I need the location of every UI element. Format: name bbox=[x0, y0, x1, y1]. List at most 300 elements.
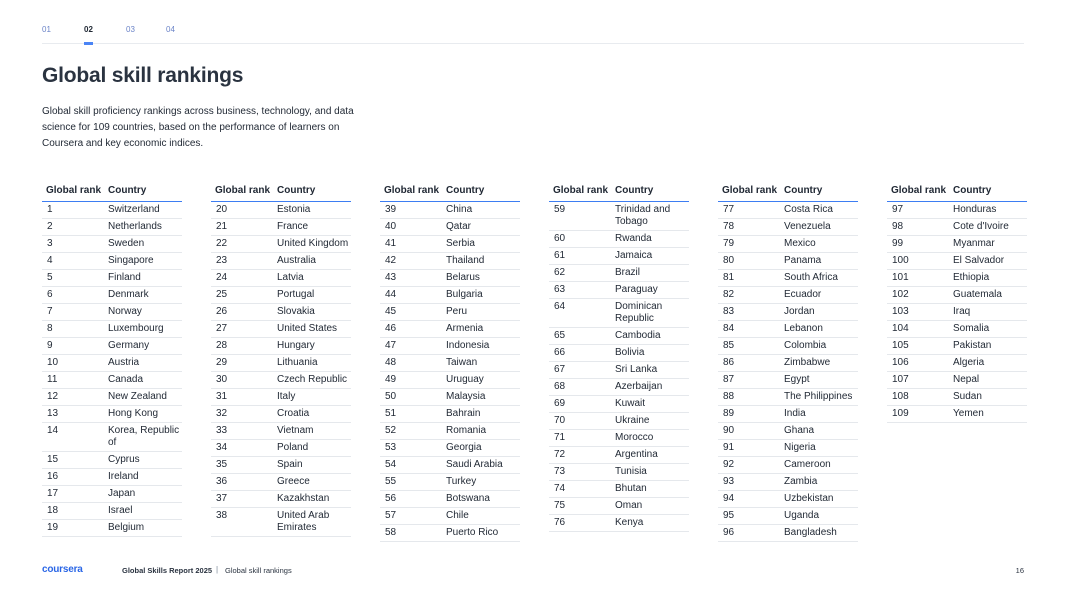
country-cell: Sri Lanka bbox=[615, 364, 658, 375]
table-row bbox=[42, 287, 182, 304]
country-cell: Cameroon bbox=[784, 459, 831, 470]
rank-cell: 107 bbox=[892, 374, 909, 385]
rank-cell: 30 bbox=[216, 374, 228, 385]
rank-cell: 8 bbox=[47, 323, 53, 334]
rank-cell: 88 bbox=[723, 391, 735, 402]
table-row bbox=[549, 202, 689, 231]
country-cell: Uzbekistan bbox=[784, 493, 834, 504]
header-country: Country bbox=[108, 185, 147, 196]
table-row bbox=[718, 440, 858, 457]
rank-cell: 60 bbox=[554, 233, 566, 244]
rank-cell: 22 bbox=[216, 238, 228, 249]
country-cell: Bahrain bbox=[446, 408, 481, 419]
tab-03[interactable]: 03 bbox=[126, 25, 135, 34]
country-cell: Kazakhstan bbox=[277, 493, 330, 504]
country-cell: Honduras bbox=[953, 204, 997, 215]
country-cell: Brazil bbox=[615, 267, 641, 278]
table-row bbox=[380, 236, 520, 253]
table-row bbox=[380, 355, 520, 372]
rank-cell: 69 bbox=[554, 398, 566, 409]
page-number: 16 bbox=[1015, 566, 1024, 575]
rank-cell: 86 bbox=[723, 357, 735, 368]
country-cell: Oman bbox=[615, 500, 643, 511]
rank-cell: 1 bbox=[47, 204, 53, 215]
rank-cell: 44 bbox=[385, 289, 397, 300]
country-cell: Turkey bbox=[446, 476, 477, 487]
country-cell: Sudan bbox=[953, 391, 982, 402]
table-row bbox=[887, 202, 1027, 219]
country-cell: Colombia bbox=[784, 340, 827, 351]
rank-cell: 101 bbox=[892, 272, 909, 283]
rank-cell: 34 bbox=[216, 442, 228, 453]
table-header bbox=[211, 185, 351, 202]
table-row bbox=[718, 321, 858, 338]
rank-cell: 41 bbox=[385, 238, 397, 249]
table-row bbox=[42, 406, 182, 423]
table-row bbox=[211, 491, 351, 508]
rank-cell: 57 bbox=[385, 510, 397, 521]
table-row bbox=[718, 474, 858, 491]
table-row bbox=[718, 253, 858, 270]
country-cell: Belarus bbox=[446, 272, 480, 283]
country-cell: Ukraine bbox=[615, 415, 650, 426]
rank-cell: 70 bbox=[554, 415, 566, 426]
table-header bbox=[549, 185, 689, 202]
table-row bbox=[42, 423, 182, 452]
footer-section: Global skill rankings bbox=[225, 566, 292, 575]
header-country: Country bbox=[953, 185, 992, 196]
header-country: Country bbox=[615, 185, 654, 196]
table-row bbox=[211, 355, 351, 372]
table-row bbox=[718, 219, 858, 236]
rank-cell: 5 bbox=[47, 272, 53, 283]
country-cell: Serbia bbox=[446, 238, 475, 249]
country-cell: Romania bbox=[446, 425, 487, 436]
rank-cell: 103 bbox=[892, 306, 909, 317]
rank-cell: 11 bbox=[47, 374, 58, 385]
table-row bbox=[211, 287, 351, 304]
rank-cell: 26 bbox=[216, 306, 228, 317]
country-cell: Panama bbox=[784, 255, 822, 266]
country-cell: Greece bbox=[277, 476, 310, 487]
country-cell: Korea, Republic of bbox=[108, 425, 180, 448]
rank-cell: 51 bbox=[385, 408, 397, 419]
country-cell: Cote d'Ivoire bbox=[953, 221, 1009, 232]
rank-cell: 50 bbox=[385, 391, 397, 402]
table-row bbox=[211, 236, 351, 253]
rank-cell: 46 bbox=[385, 323, 397, 334]
country-cell: Bangladesh bbox=[784, 527, 837, 538]
intro-text: Global skill proficiency rankings across business, technology, and data science for 109 countries, based on the performance of learners on Coursera and key economic indices. bbox=[42, 106, 354, 149]
table-row bbox=[549, 265, 689, 282]
rank-cell: 97 bbox=[892, 204, 904, 215]
country-cell: Iraq bbox=[953, 306, 971, 317]
table-row bbox=[380, 372, 520, 389]
rank-cell: 82 bbox=[723, 289, 735, 300]
table-row bbox=[42, 304, 182, 321]
country-cell: Portugal bbox=[277, 289, 315, 300]
table-row bbox=[718, 389, 858, 406]
country-cell: Netherlands bbox=[108, 221, 162, 232]
table-row bbox=[42, 321, 182, 338]
table-row bbox=[549, 430, 689, 447]
country-cell: Australia bbox=[277, 255, 316, 266]
rank-cell: 74 bbox=[554, 483, 566, 494]
table-row bbox=[211, 304, 351, 321]
country-cell: Finland bbox=[108, 272, 141, 283]
table-row bbox=[718, 355, 858, 372]
rank-cell: 100 bbox=[892, 255, 909, 266]
table-row bbox=[211, 389, 351, 406]
country-cell: Denmark bbox=[108, 289, 149, 300]
rank-cell: 92 bbox=[723, 459, 735, 470]
country-cell: Mexico bbox=[784, 238, 816, 249]
ranking-column bbox=[42, 185, 182, 537]
country-cell: Rwanda bbox=[615, 233, 652, 244]
country-cell: Trinidad and Tobago bbox=[615, 204, 671, 227]
table-row bbox=[42, 202, 182, 219]
table-row bbox=[718, 236, 858, 253]
rank-cell: 16 bbox=[47, 471, 59, 482]
country-cell: Bolivia bbox=[615, 347, 645, 358]
country-cell: New Zealand bbox=[108, 391, 167, 402]
table-row bbox=[887, 236, 1027, 253]
country-cell: Bhutan bbox=[615, 483, 647, 494]
country-cell: Israel bbox=[108, 505, 133, 516]
country-cell: Thailand bbox=[446, 255, 485, 266]
country-cell: The Philippines bbox=[784, 391, 853, 402]
rank-cell: 15 bbox=[47, 454, 59, 465]
rank-cell: 42 bbox=[385, 255, 397, 266]
header-country: Country bbox=[277, 185, 316, 196]
table-row bbox=[380, 321, 520, 338]
table-row bbox=[549, 282, 689, 299]
country-cell: Norway bbox=[108, 306, 142, 317]
table-row bbox=[887, 253, 1027, 270]
country-cell: Ireland bbox=[108, 471, 139, 482]
rank-cell: 13 bbox=[47, 408, 59, 419]
rank-cell: 73 bbox=[554, 466, 566, 477]
page-title: Global skill rankings bbox=[42, 64, 244, 87]
header-global-rank: Global rank bbox=[215, 185, 271, 196]
table-row bbox=[887, 321, 1027, 338]
table-row bbox=[887, 372, 1027, 389]
country-cell: Slovakia bbox=[277, 306, 315, 317]
rank-cell: 64 bbox=[554, 301, 566, 312]
table-row bbox=[549, 498, 689, 515]
rank-cell: 10 bbox=[47, 357, 59, 368]
rank-cell: 72 bbox=[554, 449, 566, 460]
rank-cell: 18 bbox=[47, 505, 59, 516]
country-cell: Singapore bbox=[108, 255, 154, 266]
table-row bbox=[549, 345, 689, 362]
rank-cell: 66 bbox=[554, 347, 566, 358]
rank-cell: 37 bbox=[216, 493, 228, 504]
rank-cell: 27 bbox=[216, 323, 228, 334]
rank-cell: 2 bbox=[47, 221, 53, 232]
rank-cell: 76 bbox=[554, 517, 566, 528]
table-row bbox=[211, 406, 351, 423]
table-row bbox=[211, 202, 351, 219]
rank-cell: 6 bbox=[47, 289, 53, 300]
table-row bbox=[718, 525, 858, 542]
country-cell: Bulgaria bbox=[446, 289, 483, 300]
country-cell: Venezuela bbox=[784, 221, 831, 232]
country-cell: Peru bbox=[446, 306, 468, 317]
table-row bbox=[549, 413, 689, 430]
rank-cell: 63 bbox=[554, 284, 566, 295]
country-cell: South Africa bbox=[784, 272, 838, 283]
ranking-column bbox=[380, 185, 520, 542]
country-cell: United Arab Emirates bbox=[277, 510, 330, 533]
table-row bbox=[42, 236, 182, 253]
rank-cell: 80 bbox=[723, 255, 735, 266]
table-row bbox=[718, 202, 858, 219]
table-row bbox=[211, 440, 351, 457]
country-cell: Cyprus bbox=[108, 454, 140, 465]
country-cell: Croatia bbox=[277, 408, 310, 419]
rank-cell: 20 bbox=[216, 204, 228, 215]
country-cell: Luxembourg bbox=[108, 323, 164, 334]
table-row bbox=[718, 457, 858, 474]
table-row bbox=[42, 372, 182, 389]
table-row bbox=[42, 219, 182, 236]
rank-cell: 105 bbox=[892, 340, 909, 351]
rank-cell: 104 bbox=[892, 323, 909, 334]
table-row bbox=[549, 231, 689, 248]
rank-cell: 43 bbox=[385, 272, 397, 283]
table-row bbox=[718, 304, 858, 321]
country-cell: Puerto Rico bbox=[446, 527, 499, 538]
table-row bbox=[42, 503, 182, 520]
country-cell: Ecuador bbox=[784, 289, 822, 300]
rank-cell: 67 bbox=[554, 364, 566, 375]
rank-cell: 79 bbox=[723, 238, 735, 249]
table-row bbox=[380, 219, 520, 236]
rank-cell: 40 bbox=[385, 221, 397, 232]
country-cell: Qatar bbox=[446, 221, 472, 232]
rank-cell: 48 bbox=[385, 357, 397, 368]
table-row bbox=[549, 328, 689, 345]
table-row bbox=[380, 525, 520, 542]
rank-cell: 35 bbox=[216, 459, 228, 470]
country-cell: France bbox=[277, 221, 309, 232]
table-row bbox=[42, 520, 182, 537]
country-cell: Japan bbox=[108, 488, 136, 499]
table-row bbox=[887, 338, 1027, 355]
country-cell: Costa Rica bbox=[784, 204, 833, 215]
rank-cell: 85 bbox=[723, 340, 735, 351]
country-cell: Cambodia bbox=[615, 330, 661, 341]
rank-cell: 47 bbox=[385, 340, 397, 351]
rank-cell: 53 bbox=[385, 442, 397, 453]
table-row bbox=[887, 219, 1027, 236]
rank-cell: 9 bbox=[47, 340, 53, 351]
table-row bbox=[380, 287, 520, 304]
rank-cell: 14 bbox=[47, 425, 59, 436]
header-global-rank: Global rank bbox=[722, 185, 778, 196]
table-row bbox=[42, 270, 182, 287]
country-cell: Canada bbox=[108, 374, 144, 385]
table-row bbox=[211, 219, 351, 236]
country-cell: Lithuania bbox=[277, 357, 318, 368]
header-global-rank: Global rank bbox=[384, 185, 440, 196]
country-cell: Zambia bbox=[784, 476, 818, 487]
country-cell: Uruguay bbox=[446, 374, 484, 385]
country-cell: Kenya bbox=[615, 517, 644, 528]
footer-separator: | bbox=[216, 565, 219, 574]
rank-cell: 12 bbox=[47, 391, 59, 402]
country-cell: Estonia bbox=[277, 204, 311, 215]
country-cell: Czech Republic bbox=[277, 374, 348, 385]
country-cell: Austria bbox=[108, 357, 140, 368]
country-cell: China bbox=[446, 204, 473, 215]
table-header bbox=[718, 185, 858, 202]
table-row bbox=[718, 372, 858, 389]
rank-cell: 87 bbox=[723, 374, 735, 385]
rank-cell: 95 bbox=[723, 510, 735, 521]
table-row bbox=[380, 491, 520, 508]
country-cell: Tunisia bbox=[615, 466, 647, 477]
tab-04[interactable]: 04 bbox=[166, 25, 175, 34]
rank-cell: 4 bbox=[47, 255, 53, 266]
rank-cell: 21 bbox=[216, 221, 228, 232]
rank-cell: 90 bbox=[723, 425, 735, 436]
section-tabs bbox=[42, 25, 1024, 44]
country-cell: Nepal bbox=[953, 374, 980, 385]
rank-cell: 75 bbox=[554, 500, 566, 511]
tab-01[interactable]: 01 bbox=[42, 25, 51, 34]
rank-cell: 58 bbox=[385, 527, 397, 538]
country-cell: India bbox=[784, 408, 806, 419]
table-row bbox=[380, 202, 520, 219]
rank-cell: 36 bbox=[216, 476, 228, 487]
rank-cell: 54 bbox=[385, 459, 397, 470]
table-row bbox=[718, 508, 858, 525]
rank-cell: 28 bbox=[216, 340, 228, 351]
table-row bbox=[42, 452, 182, 469]
country-cell: Somalia bbox=[953, 323, 990, 334]
rank-cell: 77 bbox=[723, 204, 735, 215]
country-cell: Armenia bbox=[446, 323, 484, 334]
table-row bbox=[211, 270, 351, 287]
table-row bbox=[718, 406, 858, 423]
rank-cell: 33 bbox=[216, 425, 228, 436]
country-cell: Spain bbox=[277, 459, 303, 470]
rank-cell: 45 bbox=[385, 306, 397, 317]
table-row bbox=[718, 338, 858, 355]
table-row bbox=[380, 406, 520, 423]
rank-cell: 38 bbox=[216, 510, 228, 521]
table-row bbox=[380, 440, 520, 457]
table-row bbox=[887, 304, 1027, 321]
ranking-column bbox=[549, 185, 689, 532]
table-row bbox=[549, 447, 689, 464]
table-row bbox=[549, 379, 689, 396]
rank-cell: 17 bbox=[47, 488, 59, 499]
table-row bbox=[887, 406, 1027, 423]
rank-cell: 108 bbox=[892, 391, 909, 402]
footer bbox=[42, 562, 1024, 578]
rank-cell: 78 bbox=[723, 221, 735, 232]
rank-cell: 93 bbox=[723, 476, 735, 487]
coursera-logo: coursera bbox=[42, 564, 83, 575]
country-cell: Guatemala bbox=[953, 289, 1002, 300]
rank-cell: 61 bbox=[554, 250, 566, 261]
country-cell: Saudi Arabia bbox=[446, 459, 503, 470]
table-row bbox=[211, 508, 351, 537]
header-country: Country bbox=[784, 185, 823, 196]
country-cell: Indonesia bbox=[446, 340, 490, 351]
table-row bbox=[549, 464, 689, 481]
rank-cell: 96 bbox=[723, 527, 735, 538]
ranking-column bbox=[211, 185, 351, 537]
rank-cell: 106 bbox=[892, 357, 909, 368]
country-cell: Sweden bbox=[108, 238, 145, 249]
rank-cell: 94 bbox=[723, 493, 735, 504]
table-row bbox=[42, 338, 182, 355]
table-row bbox=[549, 362, 689, 379]
rank-cell: 24 bbox=[216, 272, 228, 283]
rank-cell: 52 bbox=[385, 425, 397, 436]
table-row bbox=[549, 248, 689, 265]
table-header bbox=[42, 185, 182, 202]
country-cell: Dominican Republic bbox=[615, 301, 663, 324]
country-cell: Lebanon bbox=[784, 323, 823, 334]
rank-cell: 25 bbox=[216, 289, 228, 300]
rank-cell: 99 bbox=[892, 238, 904, 249]
country-cell: Azerbaijan bbox=[615, 381, 663, 392]
rank-cell: 55 bbox=[385, 476, 397, 487]
country-cell: Zimbabwe bbox=[784, 357, 831, 368]
header-global-rank: Global rank bbox=[46, 185, 102, 196]
rank-cell: 68 bbox=[554, 381, 566, 392]
rank-cell: 32 bbox=[216, 408, 228, 419]
header-global-rank: Global rank bbox=[891, 185, 947, 196]
rank-cell: 23 bbox=[216, 255, 228, 266]
rank-cell: 89 bbox=[723, 408, 735, 419]
rank-cell: 71 bbox=[554, 432, 566, 443]
country-cell: Vietnam bbox=[277, 425, 314, 436]
rank-cell: 62 bbox=[554, 267, 566, 278]
rank-cell: 7 bbox=[47, 306, 53, 317]
country-cell: Italy bbox=[277, 391, 296, 402]
ranking-column bbox=[887, 185, 1027, 423]
country-cell: Myanmar bbox=[953, 238, 995, 249]
rank-cell: 49 bbox=[385, 374, 397, 385]
rank-cell: 19 bbox=[47, 522, 59, 533]
table-row bbox=[549, 515, 689, 532]
rank-cell: 81 bbox=[723, 272, 735, 283]
table-row bbox=[42, 389, 182, 406]
table-row bbox=[718, 491, 858, 508]
table-row bbox=[380, 389, 520, 406]
table-row bbox=[211, 423, 351, 440]
table-row bbox=[42, 486, 182, 503]
tab-02[interactable]: 02 bbox=[84, 25, 93, 44]
table-row bbox=[380, 508, 520, 525]
rank-cell: 109 bbox=[892, 408, 909, 419]
country-cell: Uganda bbox=[784, 510, 820, 521]
table-row bbox=[42, 355, 182, 372]
country-cell: Morocco bbox=[615, 432, 654, 443]
table-row bbox=[549, 481, 689, 498]
rank-cell: 39 bbox=[385, 204, 397, 215]
table-row bbox=[211, 321, 351, 338]
table-row bbox=[887, 389, 1027, 406]
rank-cell: 29 bbox=[216, 357, 228, 368]
country-cell: Belgium bbox=[108, 522, 145, 533]
